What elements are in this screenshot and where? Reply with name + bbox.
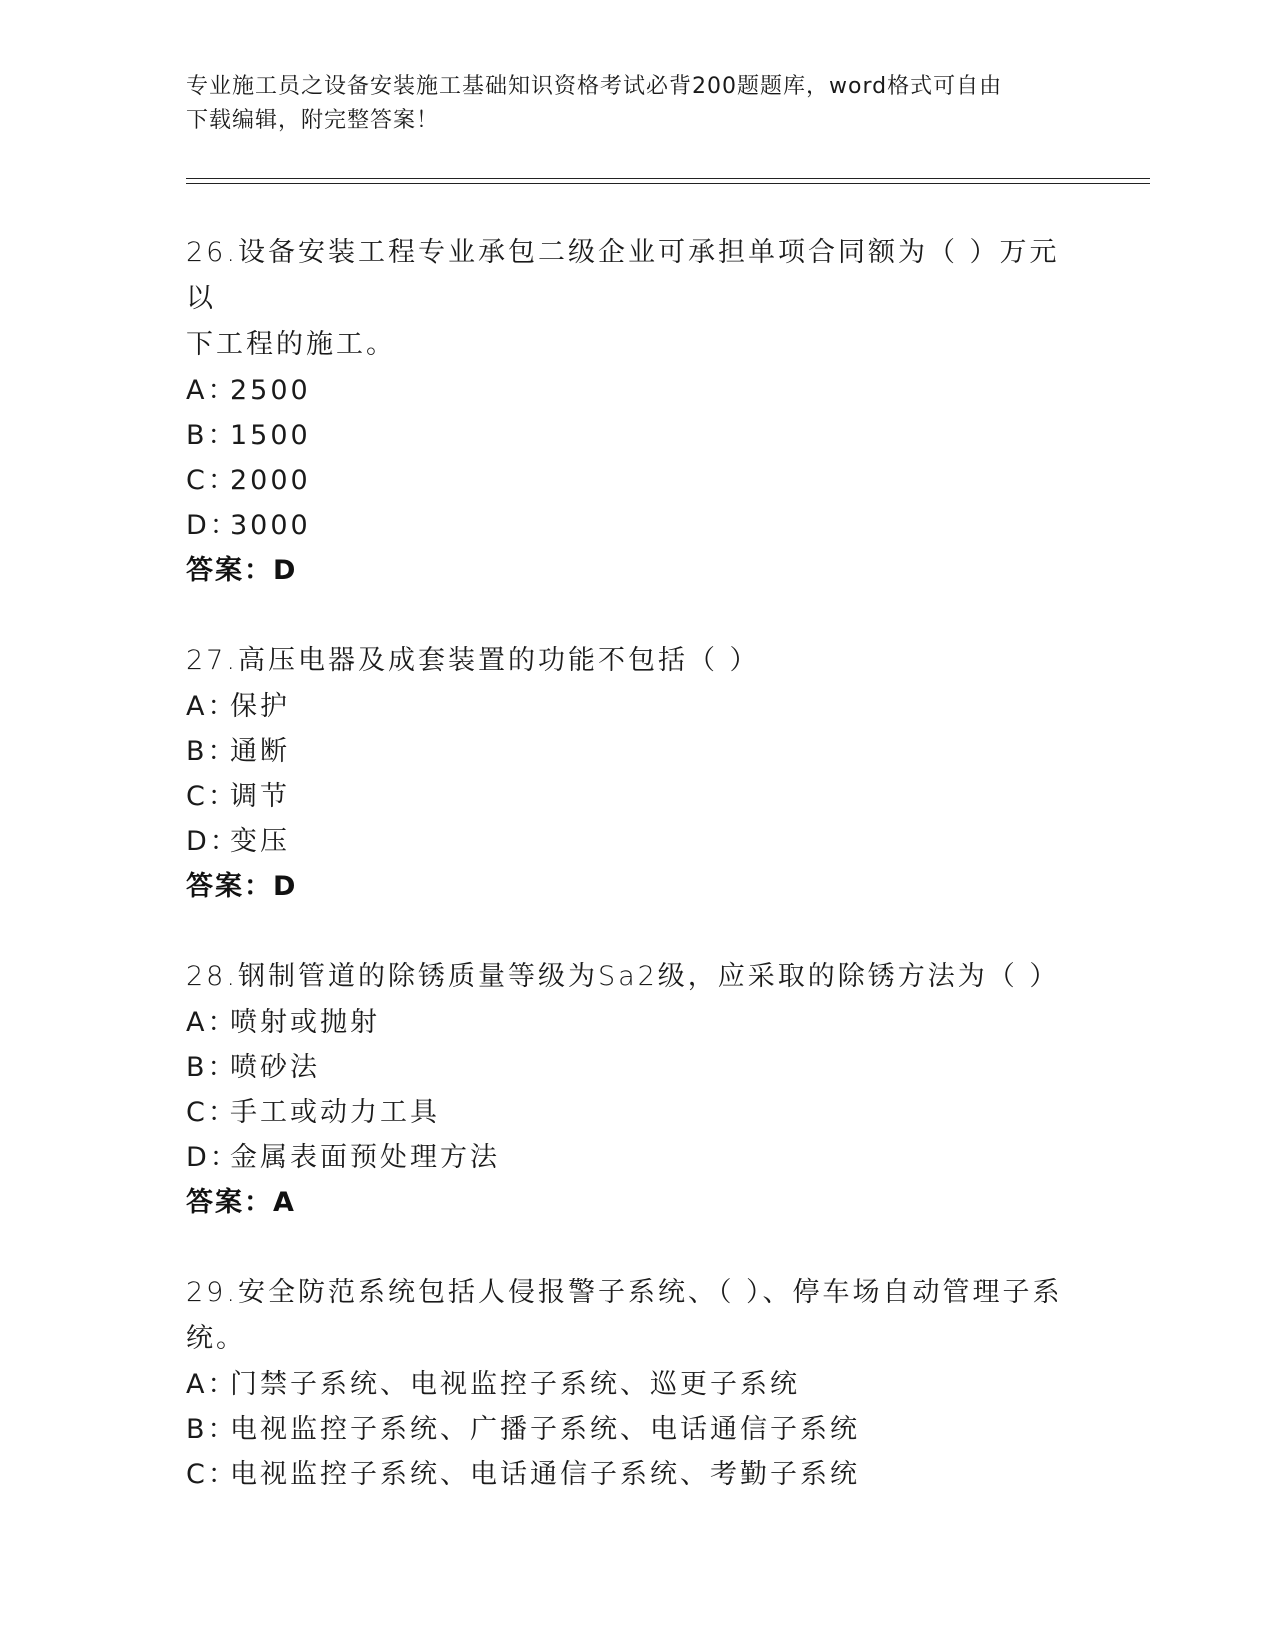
option-text: 电视监控子系统、广播子系统、电话通信子系统 — [230, 1414, 860, 1445]
option-key: C： — [186, 1097, 238, 1128]
header-line-1: 专业施工员之设备安装施工基础知识资格考试必背200题题库，word格式可自由 — [186, 74, 1003, 99]
option-key: C： — [186, 1459, 238, 1490]
question-26 — [186, 230, 1086, 593]
option-a — [186, 1000, 1086, 1045]
option-c — [186, 1090, 1086, 1135]
option-d — [186, 503, 1086, 548]
question-stem-line-1: 26.设备安装工程专业承包二级企业可承担单项合同额为（ ）万元以 — [186, 237, 1060, 314]
option-b — [186, 729, 1086, 774]
option-key: D： — [186, 1142, 240, 1173]
option-key: C： — [186, 781, 238, 812]
option-key: A： — [186, 1007, 238, 1038]
option-key: A： — [186, 1369, 238, 1400]
question-stem-line-2: 统。 — [186, 1323, 246, 1354]
question-28 — [186, 954, 1086, 1225]
answer-line: 答案：D — [186, 871, 298, 902]
document-header — [186, 70, 1066, 138]
option-key: B： — [186, 1414, 238, 1445]
option-key: B： — [186, 420, 238, 451]
option-a — [186, 684, 1086, 729]
question-27 — [186, 638, 1086, 909]
question-29 — [186, 1270, 1086, 1497]
option-text: 2500 — [230, 375, 311, 406]
option-text: 门禁子系统、电视监控子系统、巡更子系统 — [230, 1369, 800, 1400]
option-text: 1500 — [230, 420, 311, 451]
option-text: 通断 — [230, 736, 290, 767]
question-stem-line-1: 27.高压电器及成套装置的功能不包括（ ） — [186, 645, 760, 676]
option-text: 变压 — [230, 826, 290, 857]
question-stem-line-2: 下工程的施工。 — [186, 329, 396, 360]
header-line-2: 下载编辑，附完整答案！ — [186, 108, 440, 133]
option-key: D： — [186, 826, 240, 857]
option-text: 3000 — [230, 510, 311, 541]
header-rule-top — [186, 178, 1150, 179]
option-d — [186, 1135, 1086, 1180]
option-c — [186, 1452, 1086, 1497]
option-text: 保护 — [230, 691, 290, 722]
option-a — [186, 1362, 1086, 1407]
option-text: 调节 — [230, 781, 290, 812]
answer-line: 答案：D — [186, 555, 298, 586]
option-text: 2000 — [230, 465, 311, 496]
option-b — [186, 1407, 1086, 1452]
option-text: 喷射或抛射 — [230, 1007, 380, 1038]
answer-line: 答案：A — [186, 1187, 296, 1218]
option-text: 手工或动力工具 — [230, 1097, 440, 1128]
option-c — [186, 774, 1086, 819]
option-a — [186, 368, 1086, 413]
option-text: 金属表面预处理方法 — [230, 1142, 500, 1173]
option-key: C： — [186, 465, 238, 496]
question-list — [186, 230, 1086, 1542]
option-key: D： — [186, 510, 240, 541]
option-c — [186, 458, 1086, 503]
option-key: A： — [186, 375, 238, 406]
option-b — [186, 1045, 1086, 1090]
option-key: B： — [186, 736, 238, 767]
question-stem-line-1: 28.钢制管道的除锈质量等级为Sa2级，应采取的除锈方法为（ ） — [186, 961, 1060, 992]
header-rule-bottom — [186, 183, 1150, 184]
option-key: A： — [186, 691, 238, 722]
question-stem-line-1: 29.安全防范系统包括人侵报警子系统、（ ）、停车场自动管理子系 — [186, 1277, 1063, 1308]
option-d — [186, 819, 1086, 864]
option-text: 喷砂法 — [230, 1052, 320, 1083]
option-text: 电视监控子系统、电话通信子系统、考勤子系统 — [230, 1459, 860, 1490]
option-b — [186, 413, 1086, 458]
option-key: B： — [186, 1052, 238, 1083]
